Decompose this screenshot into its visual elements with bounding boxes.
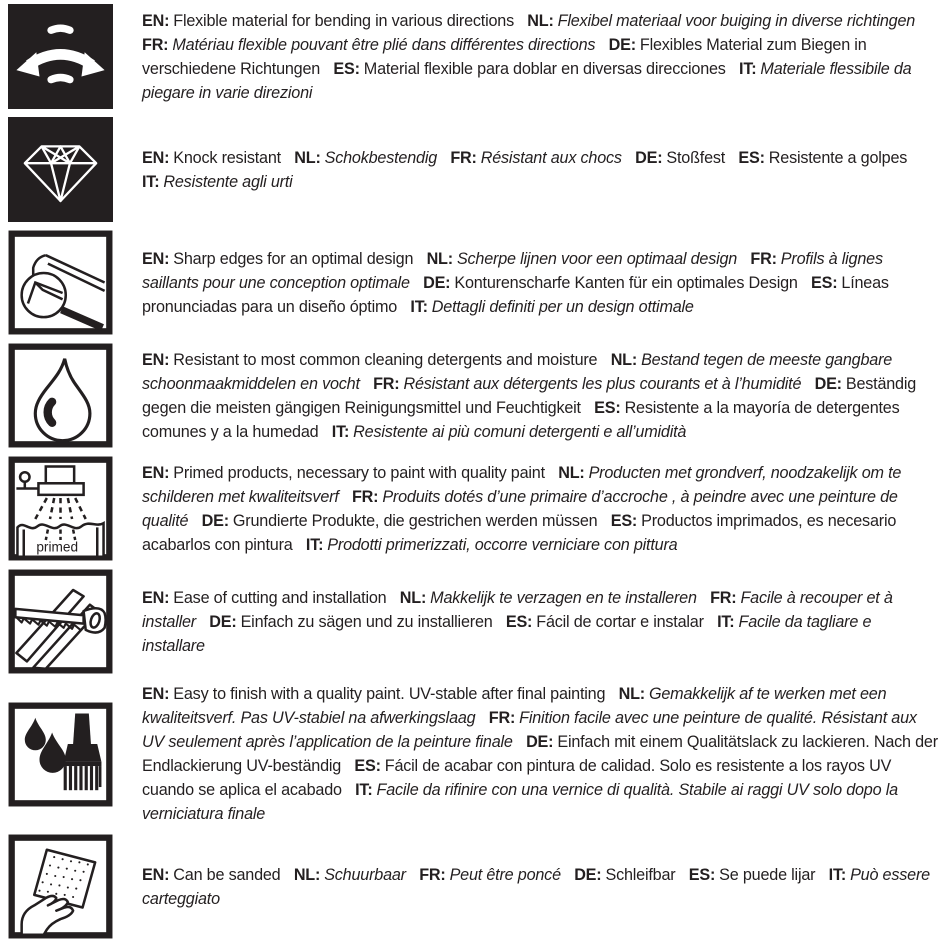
lang-segment-de	[202, 512, 598, 530]
lang-text: Makkelijk te verzagen en te installeren	[430, 588, 697, 607]
lang-segment-en	[142, 149, 281, 167]
lang-segment-de	[209, 613, 492, 631]
lang-label: EN:	[142, 249, 170, 268]
lang-segment-nl	[400, 589, 697, 607]
lang-text: Flexibles Material zum Biegen in verschiedene Richtungen	[142, 35, 867, 78]
legend-row	[8, 456, 940, 561]
lang-segment-it	[142, 173, 293, 191]
lang-segment-en	[142, 351, 597, 369]
saw-icon	[8, 569, 113, 674]
lang-label: IT:	[717, 612, 735, 631]
lang-label: EN:	[142, 11, 170, 30]
lang-label: DE:	[574, 865, 602, 884]
lang-text: Fácil de cortar e instalar	[536, 612, 704, 631]
diamond-icon	[8, 117, 113, 222]
lang-segment-en	[142, 589, 386, 607]
lang-segment-en	[142, 685, 605, 703]
lang-text: Can be sanded	[173, 865, 281, 884]
lang-segment-it	[306, 536, 678, 554]
lang-segment-nl	[294, 149, 437, 167]
feature-text	[142, 863, 940, 911]
lang-label: IT:	[355, 781, 373, 799]
sanding-hand-icon	[8, 834, 113, 939]
lang-label: NL:	[399, 588, 427, 607]
lang-text: Facile à recouper et à installer	[142, 588, 893, 631]
lang-segment-de	[574, 866, 675, 884]
lang-label: FR:	[450, 148, 477, 167]
paint-brush-icon	[8, 702, 113, 807]
lang-text: Schokbestendig	[324, 148, 438, 167]
primed-spray-icon	[8, 456, 113, 561]
lang-text: Easy to finish with a quality paint. UV-stable after final painting	[173, 685, 606, 703]
feature-text	[142, 586, 940, 658]
lang-label: DE:	[423, 273, 451, 292]
lang-text: Konturenscharfe Kanten für ein optimales Design	[454, 273, 798, 292]
feature-text	[142, 146, 940, 194]
lang-text: Producten met grondverf, noodzakelijk om te schilderen met kwaliteitsverf	[142, 463, 902, 506]
lang-segment-nl	[427, 250, 738, 268]
flex-arrows-icon	[8, 4, 113, 109]
lang-label: EN:	[142, 865, 170, 884]
lang-segment-fr	[373, 375, 801, 393]
lang-segment-es	[689, 866, 816, 884]
lang-label: ES:	[811, 273, 838, 292]
lang-text: Materiale flessibile da piegare in varie direzioni	[142, 59, 912, 102]
lang-text: Resistente a golpes	[768, 148, 908, 167]
lang-text: Flexibel materiaal voor buiging in diverse richtingen	[557, 11, 916, 30]
lang-label: EN:	[142, 148, 170, 167]
lang-label: FR:	[710, 588, 737, 607]
lang-text: Facile da rifinire con una vernice di qualità. Stabile ai raggi UV solo dopo la verniciatura finale	[142, 781, 898, 823]
lang-text: Bestand tegen de meeste gangbare schoonmaakmiddelen en vocht	[142, 350, 893, 393]
lang-label: NL:	[527, 11, 554, 30]
lang-text: Resistant to most common cleaning detergents and moisture	[173, 350, 598, 369]
lang-text: Résistant aux chocs	[480, 148, 622, 167]
lang-text: Matériau flexible pouvant être plié dans différentes directions	[172, 35, 596, 54]
lang-label: EN:	[142, 350, 170, 369]
lang-segment-fr	[142, 36, 595, 54]
lang-text: Résistant aux détergents les plus courants et à l’humidité	[403, 374, 802, 393]
lang-segment-en	[142, 866, 281, 884]
lang-text: Produits dotés d’une primaire d’accroche , à peindre avec une peinture de qualité	[142, 487, 898, 530]
lang-text: Gemakkelijk af te werken met een kwaliteitsverf. Pas UV-stabiel na afwerkingslaag	[142, 685, 887, 727]
lang-label: EN:	[142, 588, 170, 607]
lang-segment-es	[333, 60, 725, 78]
lang-label: DE:	[526, 733, 554, 751]
lang-text: Flexible material for bending in various directions	[173, 11, 514, 30]
lang-text: Sharp edges for an optimal design	[173, 249, 414, 268]
legend-row	[8, 682, 940, 826]
lang-label: EN:	[142, 685, 170, 703]
lang-label: FR:	[419, 865, 446, 884]
legend-row	[8, 343, 940, 448]
lang-text: Schleifbar	[605, 865, 676, 884]
lang-label: NL:	[294, 148, 321, 167]
lang-text: Facile da tagliare e installare	[142, 612, 872, 655]
sharp-edges-icon	[8, 230, 113, 335]
lang-label: NL:	[293, 865, 321, 884]
lang-text: Beständig gegen die meisten gängigen Reinigungsmittel und Feuchtigkeit	[142, 374, 917, 417]
legend-row	[8, 569, 940, 674]
lang-text: Resistente agli urti	[163, 172, 293, 191]
legend-row	[8, 230, 940, 335]
lang-text: Fácil de acabar con pintura de calidad. Solo es resistente a los rayos UV cuando se aplica el acabado	[142, 757, 892, 799]
lang-text: Dettagli definiti per un design ottimale	[431, 297, 694, 316]
lang-segment-es	[738, 149, 907, 167]
lang-segment-it	[410, 298, 693, 316]
lang-label: IT:	[828, 865, 847, 884]
lang-segment-fr	[419, 866, 561, 884]
lang-segment-en	[142, 250, 413, 268]
lang-text: Knock resistant	[173, 148, 281, 167]
feature-text	[142, 247, 940, 319]
lang-label: DE:	[201, 511, 229, 530]
lang-text: Einfach zu sägen und zu installieren	[240, 612, 493, 631]
lang-segment-en	[142, 464, 545, 482]
lang-label: ES:	[594, 398, 621, 417]
feature-text	[142, 682, 940, 826]
lang-label: ES:	[354, 757, 381, 775]
lang-text: Scherpe lijnen voor een optimaal design	[456, 249, 738, 268]
lang-label: DE:	[814, 374, 842, 393]
lang-segment-de	[423, 274, 798, 292]
lang-text: Profils à lignes saillants pour une conception optimale	[142, 249, 883, 292]
lang-label: DE:	[209, 612, 237, 631]
lang-label: EN:	[142, 463, 170, 482]
lang-label: IT:	[142, 172, 160, 191]
lang-text: Einfach mit einem Qualitätslack zu lackieren. Nach der Endlackierung UV-beständig	[142, 733, 938, 775]
primed-label: primed	[36, 539, 79, 555]
lang-label: IT:	[331, 422, 350, 441]
lang-label: ES:	[610, 511, 638, 530]
lang-text: Se puede lijar	[719, 865, 816, 884]
lang-label: FR:	[373, 374, 400, 393]
lang-label: IT:	[410, 297, 428, 316]
lang-segment-nl	[294, 866, 406, 884]
lang-label: NL:	[426, 249, 453, 268]
lang-label: NL:	[610, 350, 638, 369]
lang-segment-en	[142, 12, 514, 30]
lang-text: Stoßfest	[666, 148, 726, 167]
lang-segment-nl	[527, 12, 915, 30]
lang-segment-it	[332, 423, 686, 441]
lang-text: Finition facile avec une peinture de qualité. Résistant aux UV seulement après l’application de la peinture finale	[142, 709, 917, 751]
lang-text: Grundierte Produkte, die gestrichen werden müssen	[232, 511, 598, 530]
legend-row	[8, 834, 940, 939]
lang-text: Peut être poncé	[449, 865, 561, 884]
lang-segment-de	[635, 149, 725, 167]
lang-text: Schuurbaar	[324, 865, 406, 884]
lang-label: FR:	[351, 487, 379, 506]
lang-segment-es	[506, 613, 704, 631]
lang-text: Può essere carteggiato	[142, 865, 930, 908]
feature-text	[142, 348, 940, 444]
lang-label: IT:	[305, 535, 324, 554]
lang-text: Resistente ai più comuni detergenti e all’umidità	[353, 422, 687, 441]
lang-text: Líneas pronunciadas para un diseño óptimo	[142, 273, 889, 316]
lang-label: ES:	[738, 148, 765, 167]
feature-rows	[8, 4, 940, 939]
lang-text: Prodotti primerizzati, occorre verniciare con pittura	[327, 535, 678, 554]
lang-label: ES:	[688, 865, 716, 884]
legend-row	[8, 4, 940, 109]
lang-segment-fr	[450, 149, 621, 167]
lang-label: DE:	[608, 35, 636, 54]
lang-text: Primed products, necessary to paint with quality paint	[173, 463, 545, 482]
lang-label: NL:	[558, 463, 585, 482]
lang-label: FR:	[488, 709, 516, 727]
lang-text: Resistente a la mayoría de detergentes comunes y a la humedad	[142, 398, 900, 441]
lang-text: Productos imprimados, es necesario acabarlos con pintura	[142, 511, 897, 554]
moisture-drop-icon	[8, 343, 113, 448]
feature-text	[142, 9, 940, 105]
lang-label: DE:	[635, 148, 663, 167]
lang-label: ES:	[333, 59, 360, 78]
lang-label: FR:	[142, 35, 169, 54]
feature-text	[142, 461, 940, 557]
lang-text: Material flexible para doblar en diversas direcciones	[363, 59, 726, 78]
lang-label: NL:	[618, 685, 645, 703]
lang-text: Ease of cutting and installation	[173, 588, 387, 607]
lang-label: FR:	[750, 249, 777, 268]
lang-label: IT:	[739, 59, 757, 78]
lang-label: ES:	[505, 612, 533, 631]
legend-row	[8, 117, 940, 222]
